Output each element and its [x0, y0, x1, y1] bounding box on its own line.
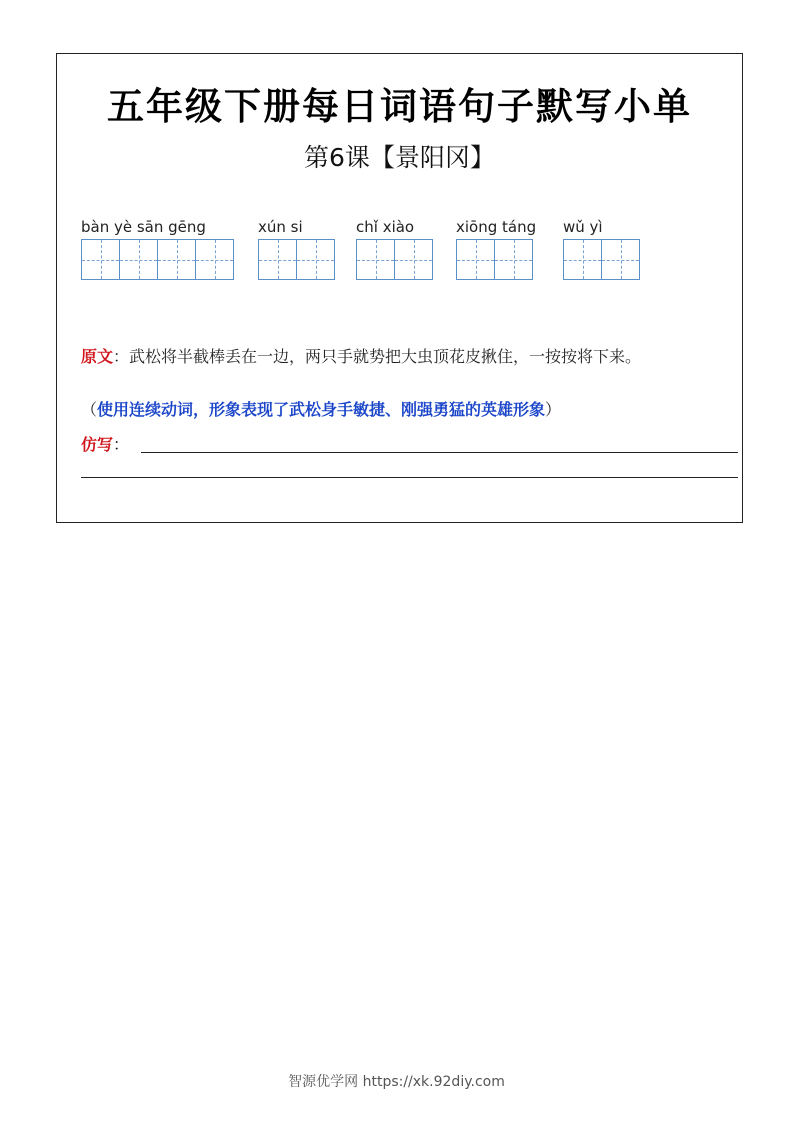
tianzige-grid[interactable] [258, 239, 335, 280]
word-block-4 [456, 216, 536, 280]
tianzige-grid[interactable] [81, 239, 234, 280]
char-box[interactable] [119, 239, 158, 280]
char-box[interactable] [258, 239, 297, 280]
word-writing-area [81, 216, 701, 286]
char-box[interactable] [356, 239, 395, 280]
char-box[interactable] [394, 239, 433, 280]
pinyin-label: wǔ yì [563, 218, 603, 236]
imitation-prompt [81, 432, 738, 458]
pinyin-label: chǐ xiào [356, 218, 415, 236]
tianzige-grid[interactable] [356, 239, 433, 280]
lesson-title: 第6课【景阳冈】 [304, 143, 495, 172]
note-text: 使用连续动词，形象表现了武松身手敏捷、刚强勇猛的英雄形象 [97, 400, 546, 419]
tianzige-grid[interactable] [563, 239, 640, 280]
char-box[interactable] [157, 239, 196, 280]
char-box[interactable] [195, 239, 234, 280]
imitate-colon: ： [113, 435, 130, 454]
answer-line-2[interactable] [81, 477, 738, 478]
pinyin-label: xiōng táng [456, 218, 537, 236]
original-label: 原文 [81, 347, 114, 366]
note-open-paren: （ [81, 400, 98, 419]
page-title: 五年级下册每日词语句子默写小单 [107, 84, 692, 128]
pinyin-label: bàn yè sān gēng [81, 218, 206, 236]
char-box[interactable] [81, 239, 120, 280]
analysis-note [81, 397, 738, 423]
word-block-3 [356, 216, 433, 280]
word-block-2 [258, 216, 335, 280]
char-box[interactable] [296, 239, 335, 280]
char-box[interactable] [456, 239, 495, 280]
char-box[interactable] [563, 239, 602, 280]
word-block-5 [563, 216, 640, 280]
tianzige-grid[interactable] [456, 239, 536, 280]
original-sentence [81, 344, 738, 370]
answer-line-1[interactable] [141, 452, 738, 453]
pinyin-label: xún si [258, 218, 303, 236]
original-text: 武松将半截棒丢在一边，两只手就势把大虫顶花皮揪住，一按按将下来。 [129, 347, 642, 366]
imitate-label: 仿写 [81, 435, 114, 454]
note-close-paren: ） [545, 400, 562, 419]
worksheet-frame [56, 53, 743, 523]
char-box[interactable] [494, 239, 533, 280]
char-box[interactable] [601, 239, 640, 280]
word-block-1 [81, 216, 234, 280]
source-footer: 智源优学网 https://xk.92diy.com [288, 1074, 505, 1090]
original-colon: ： [113, 347, 130, 366]
